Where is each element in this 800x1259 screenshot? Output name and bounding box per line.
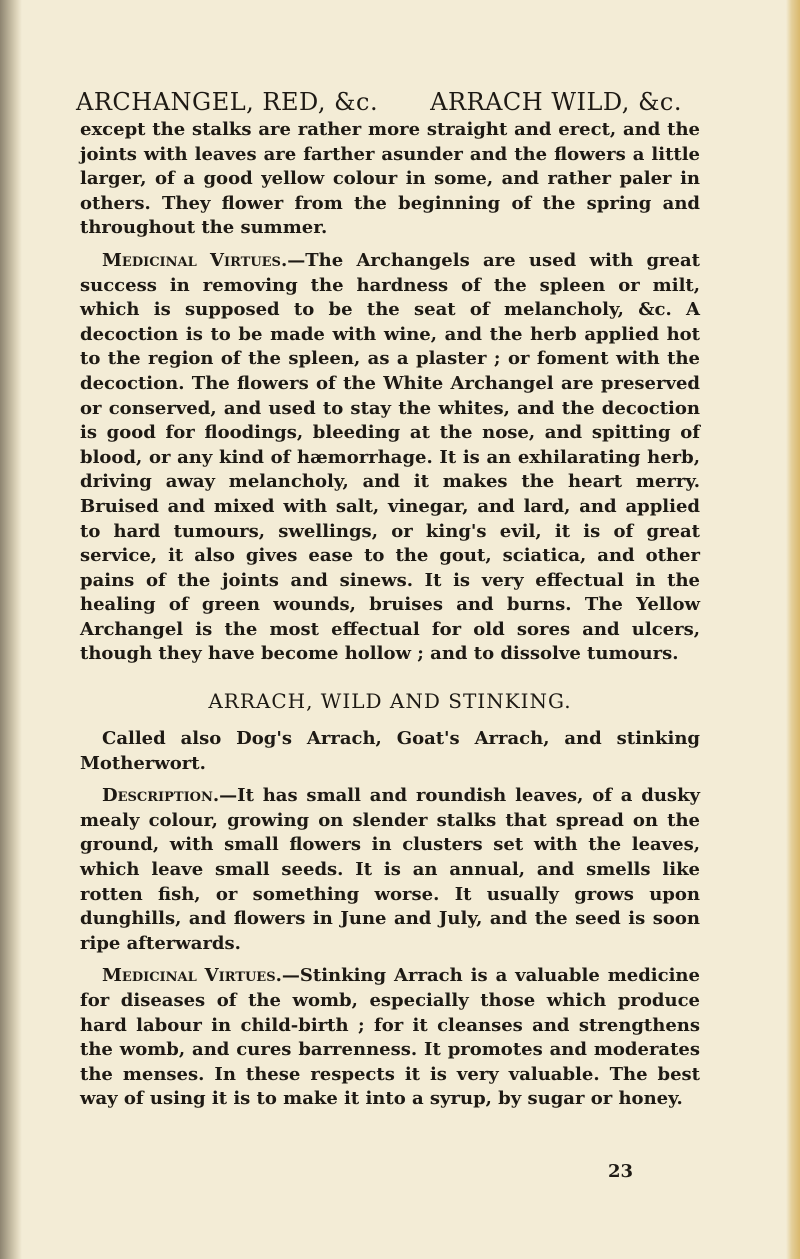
running-header-left: ARCHANGEL, RED, &c. [76, 88, 379, 116]
paragraph-body: —Stinking Arrach is a valuable medicine for diseases of the womb, especially those which produce hard labour in child-birth ; for it cleanses and strengthens the womb, and cures barrenness. It promotes and moderates the menses. In these respects it is very valuable. The best way of using it is to make it into a syrup, by sugar or honey. [80, 965, 700, 1110]
paragraph-also-called: Called also Dog's Arrach, Goat's Arrach, and stinking Motherwort. [80, 728, 700, 774]
run-in-heading: Description. [102, 785, 220, 807]
paragraph-body: —It has small and roundish leaves, of a dusky mealy colour, growing on slender stalks that spread on the ground, with small flowers in clusters set with the leaves, which leave small seeds. It is an annual, and smells like rotten fish, or something worse. It usually grows upon dunghills, and flowers in June and July, and the seed is soon ripe afterwards. [80, 785, 700, 954]
paragraph-continuation: except the stalks are rather more straight and erect, and the joints with leaves are farther asunder and the flowers a little larger, of a good yellow colour in some, and rather paler in others. They flower from the beginning of the spring and throughout the summer. [80, 119, 700, 239]
running-header [76, 88, 682, 116]
page-number: 23 [608, 1161, 634, 1182]
paragraph-body: —The Archangels are used with great success in removing the hardness of the spleen or milt, which is supposed to be the seat of melancholy, &c. A decoction is to be made with wine, and the herb applied hot to the region of the spleen, as a plaster ; or foment with the decoction. The flowers of the White Archangel are preserved or conserved, and used to stay the whites, and the decoction is good for floodings, bleeding at the nose, and spitting of blood, or any kind of hæmorrhage. It is an exhilarating herb, driving away melancholy, and it makes the heart merry. Bruised and mixed with salt, vinegar, and lard, and applied to hard tumours, swellings, or king's evil, it is of great service, it also gives ease to the gout, sciatica, and other pains of the joints and sinews. It is very effectual in the healing of green wounds, bruises and burns. The Yellow Archangel is the most effectual for old sores and ulcers, though they have become hollow ; and to dissolve tumours. [80, 249, 700, 665]
page-edge [786, 0, 800, 1259]
paragraph-description [80, 784, 700, 956]
running-header-right: ARRACH WILD, &c. [430, 88, 682, 116]
book-binding-shadow [0, 0, 22, 1259]
book-page [76, 88, 700, 1112]
section-heading: ARRACH, WILD AND STINKING. [208, 689, 572, 714]
run-in-heading: Medicinal Virtues. [102, 249, 288, 271]
run-in-heading: Medicinal Virtues. [102, 965, 282, 987]
paragraph-medicinal-virtues-archangel [80, 249, 700, 667]
paragraph-medicinal-virtues-arrach [80, 964, 700, 1112]
